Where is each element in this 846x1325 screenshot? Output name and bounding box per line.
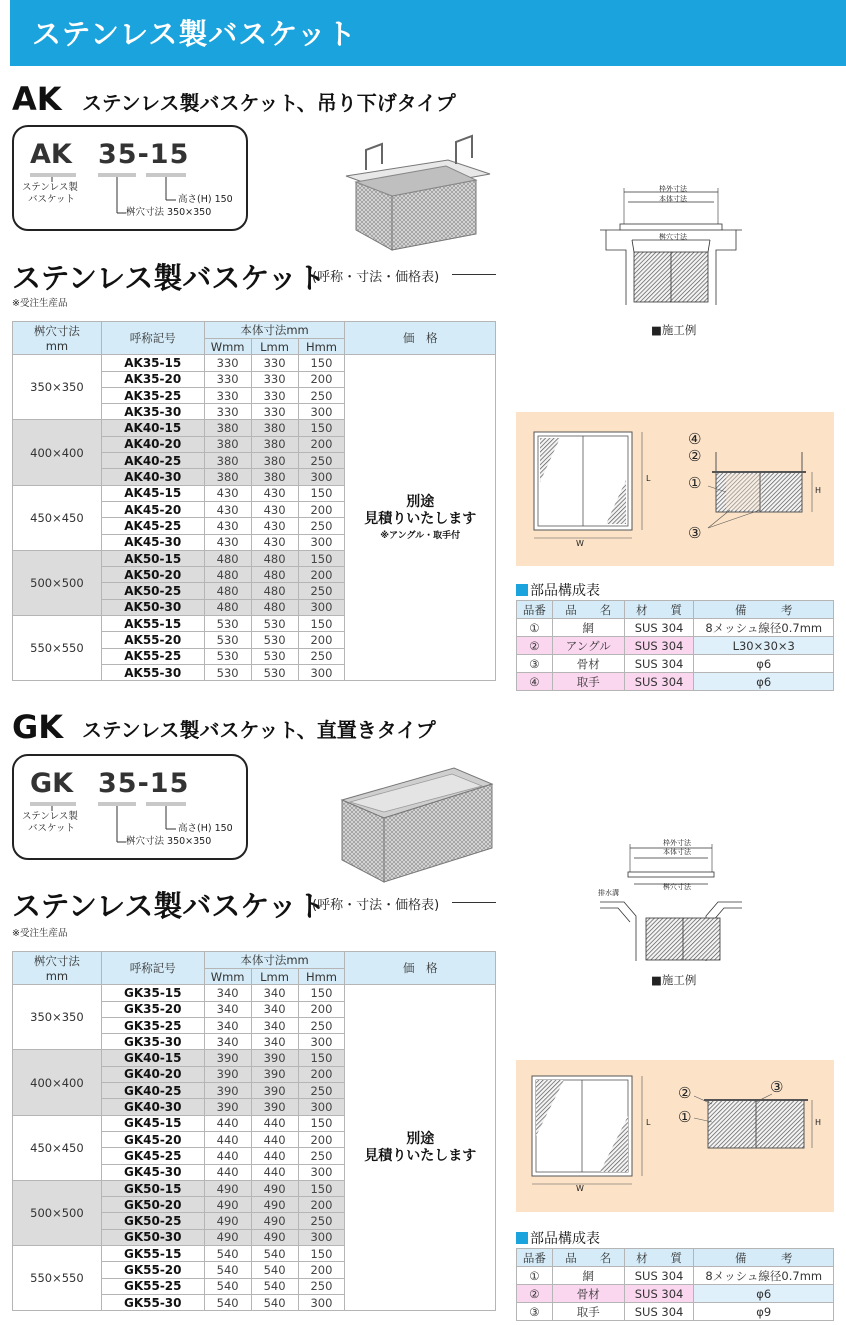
code-cell: AK40-15	[101, 420, 204, 436]
dimension-cell: 480	[204, 599, 251, 615]
ak-parts-table	[516, 600, 834, 691]
gk-spec-table	[12, 951, 496, 1311]
dimension-cell: 480	[204, 567, 251, 583]
code-cell: GK40-25	[101, 1083, 204, 1099]
gk-parts-title: 部品構成表	[516, 1228, 600, 1248]
size-cell: 550×550	[13, 1246, 102, 1311]
gk-note: ※受注生産品	[12, 928, 68, 939]
ak-parts-header-remark: 備 考	[694, 601, 834, 619]
dimension-cell: 340	[251, 985, 298, 1001]
ak-diagram-n4: ④	[688, 430, 702, 448]
code-cell: GK45-30	[101, 1164, 204, 1180]
code-cell: AK40-20	[101, 436, 204, 452]
price-cell	[345, 985, 496, 1311]
dimension-cell: 480	[204, 583, 251, 599]
code-cell: AK50-30	[101, 599, 204, 615]
dimension-cell: 490	[204, 1229, 251, 1245]
dimension-cell: 200	[298, 1066, 345, 1082]
ak-parts-row: ① 網 SUS 304 8メッシュ線径0.7mm	[517, 619, 834, 637]
gk-code-type: GK	[30, 768, 74, 799]
gk-table-subtitle: (呼称・寸法・価格表)	[312, 898, 440, 913]
dimension-cell: 250	[298, 1278, 345, 1294]
dimension-cell: 300	[298, 534, 345, 550]
size-cell: 350×350	[13, 985, 102, 1050]
dimension-cell: 540	[204, 1278, 251, 1294]
gk-code-type-desc-2: バスケット	[28, 823, 76, 834]
dimension-cell: 250	[298, 1213, 345, 1229]
price-text-1: 別途	[406, 494, 435, 511]
dimension-cell: 430	[204, 501, 251, 517]
dimension-cell: 530	[251, 664, 298, 680]
gk-parts-header-no: 品番	[517, 1249, 553, 1267]
dimension-cell: 330	[204, 404, 251, 420]
dimension-cell: 440	[251, 1131, 298, 1147]
dimension-cell: 300	[298, 664, 345, 680]
code-cell: GK40-15	[101, 1050, 204, 1066]
dimension-cell: 540	[204, 1262, 251, 1278]
size-cell: 350×350	[13, 355, 102, 420]
dimension-cell: 540	[251, 1294, 298, 1310]
header-banner	[10, 0, 846, 66]
dimension-cell: 300	[298, 1229, 345, 1245]
dimension-cell: 390	[204, 1099, 251, 1115]
dimension-cell: 440	[204, 1164, 251, 1180]
code-cell: AK45-25	[101, 518, 204, 534]
dimension-cell: 200	[298, 1001, 345, 1017]
dimension-cell: 380	[204, 436, 251, 452]
code-cell: AK35-25	[101, 387, 204, 403]
dimension-cell: 330	[251, 387, 298, 403]
code-cell: AK45-20	[101, 501, 204, 517]
size-cell: 450×450	[13, 485, 102, 550]
gk-header-pit: 桝穴寸法 mm	[13, 952, 102, 985]
dimension-cell: 390	[204, 1083, 251, 1099]
dimension-cell: 390	[251, 1083, 298, 1099]
gk-header-l: Lmm	[251, 969, 298, 985]
ak-parts-header-no: 品番	[517, 601, 553, 619]
ak-table-subtitle: (呼称・寸法・価格表)	[312, 270, 440, 285]
code-cell: GK55-20	[101, 1262, 204, 1278]
dimension-cell: 490	[204, 1197, 251, 1213]
dimension-cell: 530	[204, 632, 251, 648]
code-cell: AK45-30	[101, 534, 204, 550]
ak-diagram-l: L	[646, 474, 651, 483]
code-cell: GK45-25	[101, 1148, 204, 1164]
gk-diagram-n3: ③	[770, 1078, 784, 1096]
gk-diagram-h: H	[815, 1118, 822, 1127]
ak-header-w: Wmm	[204, 339, 251, 355]
ak-code-size: 35-15	[98, 139, 190, 170]
ak-parts-title-square	[516, 584, 528, 596]
code-cell: AK35-20	[101, 371, 204, 387]
dimension-cell: 340	[204, 1017, 251, 1033]
gk-header-code: 呼称記号	[101, 952, 204, 985]
dimension-cell: 150	[298, 485, 345, 501]
dimension-cell: 430	[251, 534, 298, 550]
dimension-cell: 250	[298, 648, 345, 664]
ak-parts-row: ② アングル SUS 304 L30×30×3	[517, 637, 834, 655]
dimension-cell: 150	[298, 985, 345, 1001]
table-row	[13, 355, 496, 371]
dimension-cell: 200	[298, 1197, 345, 1213]
ak-code-height: 高さ(H) 150	[178, 194, 233, 205]
price-text-1: 別途	[406, 1130, 435, 1147]
code-cell: AK40-25	[101, 453, 204, 469]
size-cell: 400×400	[13, 1050, 102, 1115]
dimension-cell: 430	[204, 518, 251, 534]
dimension-cell: 340	[251, 1017, 298, 1033]
dimension-cell: 200	[298, 632, 345, 648]
dimension-cell: 440	[251, 1148, 298, 1164]
ak-diagram-n1: ①	[688, 474, 702, 492]
ak-header-l: Lmm	[251, 339, 298, 355]
code-cell: AK50-20	[101, 567, 204, 583]
ak-diagram-n3: ③	[688, 524, 702, 542]
dimension-cell: 250	[298, 1017, 345, 1033]
dimension-cell: 150	[298, 1180, 345, 1196]
size-cell: 500×500	[13, 550, 102, 615]
code-cell: AK50-15	[101, 550, 204, 566]
ak-code-type-desc-2: バスケット	[28, 194, 76, 205]
dimension-cell: 250	[298, 1148, 345, 1164]
code-cell: AK55-30	[101, 664, 204, 680]
code-cell: AK45-15	[101, 485, 204, 501]
code-cell: GK55-30	[101, 1294, 204, 1310]
dimension-cell: 480	[251, 550, 298, 566]
dimension-cell: 430	[251, 501, 298, 517]
gk-title-rule	[452, 902, 496, 903]
gk-code-height: 高さ(H) 150	[178, 823, 233, 834]
dimension-cell: 440	[204, 1115, 251, 1131]
table-row	[13, 985, 496, 1001]
dimension-cell: 340	[251, 1034, 298, 1050]
gk-parts-row: ① 網 SUS 304 8メッシュ線径0.7mm	[517, 1267, 834, 1285]
dimension-cell: 250	[298, 387, 345, 403]
ak-header-code: 呼称記号	[101, 322, 204, 355]
banner-title: ステンレス製バスケット	[32, 17, 357, 51]
dimension-cell: 150	[298, 1246, 345, 1262]
dimension-cell: 340	[251, 1001, 298, 1017]
dimension-cell: 440	[251, 1115, 298, 1131]
gk-header-price: 価 格	[345, 952, 496, 985]
ak-diagram-n2: ②	[688, 447, 702, 465]
dimension-cell: 490	[251, 1229, 298, 1245]
dimension-cell: 490	[251, 1213, 298, 1229]
dimension-cell: 540	[204, 1294, 251, 1310]
ak-parts-header-name: 品 名	[552, 601, 624, 619]
code-cell: GK55-25	[101, 1278, 204, 1294]
dimension-cell: 200	[298, 1262, 345, 1278]
dimension-cell: 530	[251, 648, 298, 664]
dimension-cell: 300	[298, 1099, 345, 1115]
dimension-cell: 480	[251, 567, 298, 583]
ak-section-code: AK	[12, 80, 62, 118]
gk-code-type-desc-1: ステンレス製	[22, 811, 78, 822]
gk-parts-row: ③ 取手 SUS 304 φ9	[517, 1303, 834, 1321]
size-cell: 450×450	[13, 1115, 102, 1180]
dimension-cell: 390	[204, 1050, 251, 1066]
price-note: ※アングル・取手付	[380, 531, 461, 542]
ak-parts-row: ③ 骨材 SUS 304 φ6	[517, 655, 834, 673]
dimension-cell: 200	[298, 436, 345, 452]
dimension-cell: 480	[251, 599, 298, 615]
dimension-cell: 530	[204, 616, 251, 632]
dimension-cell: 200	[298, 1131, 345, 1147]
ak-parts-row: ④ 取手 SUS 304 φ6	[517, 673, 834, 691]
dimension-cell: 200	[298, 501, 345, 517]
gk-code-size: 35-15	[98, 768, 190, 799]
code-cell: GK50-15	[101, 1180, 204, 1196]
dimension-cell: 380	[251, 436, 298, 452]
code-cell: GK40-20	[101, 1066, 204, 1082]
ak-header-pit: 桝穴寸法 mm	[13, 322, 102, 355]
gk-table-title: ステンレス製バスケット	[12, 889, 326, 923]
dimension-cell: 250	[298, 453, 345, 469]
code-cell: AK55-20	[101, 632, 204, 648]
gk-section-title: ステンレス製バスケット、直置きタイプ	[82, 718, 436, 742]
dimension-cell: 340	[204, 985, 251, 1001]
code-cell: AK35-30	[101, 404, 204, 420]
ak-header-body: 本体寸法mm	[204, 322, 345, 339]
gk-drawing-example-label: ■施工例	[651, 973, 697, 987]
gk-diagram-l: L	[646, 1118, 651, 1127]
gk-code-pit: 桝穴寸法 350×350	[126, 836, 212, 847]
dimension-cell: 380	[204, 420, 251, 436]
dimension-cell: 250	[298, 1083, 345, 1099]
ak-code-pit: 桝穴寸法 350×350	[126, 207, 212, 218]
code-cell: GK50-20	[101, 1197, 204, 1213]
dimension-cell: 150	[298, 1115, 345, 1131]
code-cell: GK50-25	[101, 1213, 204, 1229]
ak-parts-diagram-drawing	[516, 412, 834, 566]
dimension-cell: 250	[298, 518, 345, 534]
ak-title-rule	[452, 274, 496, 275]
ak-header-h: Hmm	[298, 339, 345, 355]
ak-parts-diagram	[516, 412, 834, 566]
dimension-cell: 330	[251, 404, 298, 420]
code-cell: AK55-25	[101, 648, 204, 664]
dimension-cell: 530	[251, 632, 298, 648]
gk-section-code: GK	[12, 708, 64, 746]
ak-drawing-body-label: 本体寸法	[659, 195, 687, 203]
gk-drawing-body-label: 本体寸法	[663, 848, 691, 856]
code-cell: AK40-30	[101, 469, 204, 485]
dimension-cell: 490	[204, 1180, 251, 1196]
dimension-cell: 490	[204, 1213, 251, 1229]
dimension-cell: 330	[251, 355, 298, 371]
price-cell	[345, 355, 496, 681]
gk-product-photo	[336, 760, 498, 888]
gk-diagram-n1: ①	[678, 1108, 692, 1126]
gk-diagram-w: W	[576, 1184, 584, 1193]
size-cell: 400×400	[13, 420, 102, 485]
gk-parts-title-square	[516, 1232, 528, 1244]
gk-parts-row: ② 骨材 SUS 304 φ6	[517, 1285, 834, 1303]
dimension-cell: 440	[251, 1164, 298, 1180]
dimension-cell: 480	[251, 583, 298, 599]
dimension-cell: 150	[298, 616, 345, 632]
code-cell: GK40-30	[101, 1099, 204, 1115]
ak-code-type: AK	[30, 139, 72, 170]
gk-parts-header-remark: 備 考	[694, 1249, 834, 1267]
size-cell: 500×500	[13, 1180, 102, 1245]
dimension-cell: 540	[251, 1262, 298, 1278]
code-cell: GK55-15	[101, 1246, 204, 1262]
gk-parts-header-material: 材 質	[624, 1249, 694, 1267]
dimension-cell: 380	[204, 469, 251, 485]
gk-drawing-drain-label: 排水溝	[598, 889, 619, 897]
dimension-cell: 530	[204, 664, 251, 680]
gk-header-w: Wmm	[204, 969, 251, 985]
gk-drawing-outer-label: 枠外寸法	[663, 839, 691, 847]
ak-diagram-w: W	[576, 539, 584, 548]
dimension-cell: 490	[251, 1180, 298, 1196]
ak-section-title: ステンレス製バスケット、吊り下げタイプ	[82, 91, 456, 115]
dimension-cell: 380	[204, 453, 251, 469]
ak-code-example	[12, 125, 248, 231]
dimension-cell: 150	[298, 420, 345, 436]
dimension-cell: 150	[298, 550, 345, 566]
dimension-cell: 300	[298, 599, 345, 615]
dimension-cell: 430	[251, 518, 298, 534]
ak-product-photo	[338, 130, 498, 255]
dimension-cell: 300	[298, 1294, 345, 1310]
dimension-cell: 530	[251, 616, 298, 632]
code-cell: GK50-30	[101, 1229, 204, 1245]
gk-parts-table	[516, 1248, 834, 1321]
ak-table-title: ステンレス製バスケット	[12, 261, 326, 295]
dimension-cell: 380	[251, 453, 298, 469]
dimension-cell: 150	[298, 355, 345, 371]
gk-drawing-pit-label: 桝穴寸法	[663, 883, 691, 891]
dimension-cell: 200	[298, 371, 345, 387]
dimension-cell: 530	[204, 648, 251, 664]
dimension-cell: 390	[251, 1050, 298, 1066]
dimension-cell: 540	[251, 1278, 298, 1294]
ak-drawing-outer-label: 枠外寸法	[659, 185, 687, 193]
ak-drawing-pit-label: 桝穴寸法	[659, 233, 687, 241]
gk-header-h: Hmm	[298, 969, 345, 985]
dimension-cell: 490	[251, 1197, 298, 1213]
gk-diagram-n2: ②	[678, 1084, 692, 1102]
dimension-cell: 340	[204, 1001, 251, 1017]
dimension-cell: 330	[204, 355, 251, 371]
code-cell: GK35-15	[101, 985, 204, 1001]
ak-code-type-desc-1: ステンレス製	[22, 182, 78, 193]
gk-header-body: 本体寸法mm	[204, 952, 345, 969]
dimension-cell: 380	[251, 420, 298, 436]
dimension-cell: 150	[298, 1050, 345, 1066]
dimension-cell: 330	[251, 371, 298, 387]
code-cell: AK50-25	[101, 583, 204, 599]
dimension-cell: 300	[298, 1164, 345, 1180]
dimension-cell: 430	[204, 485, 251, 501]
dimension-cell: 390	[251, 1099, 298, 1115]
code-cell: GK45-15	[101, 1115, 204, 1131]
ak-drawing-example-label: ■施工例	[651, 323, 697, 337]
ak-header-price: 価 格	[345, 322, 496, 355]
size-cell: 550×550	[13, 616, 102, 681]
ak-note: ※受注生産品	[12, 298, 68, 309]
dimension-cell: 540	[251, 1246, 298, 1262]
price-text-2: 見積りいたします	[364, 1147, 477, 1164]
dimension-cell: 440	[204, 1148, 251, 1164]
dimension-cell: 300	[298, 1034, 345, 1050]
gk-parts-diagram-drawing	[516, 1060, 834, 1212]
dimension-cell: 440	[204, 1131, 251, 1147]
ak-diagram-h: H	[815, 486, 822, 495]
ak-parts-title: 部品構成表	[516, 580, 600, 600]
code-cell: AK55-15	[101, 616, 204, 632]
code-cell: AK35-15	[101, 355, 204, 371]
gk-parts-header-name: 品 名	[552, 1249, 624, 1267]
dimension-cell: 380	[251, 469, 298, 485]
dimension-cell: 430	[251, 485, 298, 501]
dimension-cell: 480	[204, 550, 251, 566]
ak-spec-table	[12, 321, 496, 681]
code-cell: GK35-20	[101, 1001, 204, 1017]
dimension-cell: 250	[298, 583, 345, 599]
gk-parts-diagram	[516, 1060, 834, 1212]
dimension-cell: 330	[204, 371, 251, 387]
code-cell: GK45-20	[101, 1131, 204, 1147]
dimension-cell: 300	[298, 469, 345, 485]
dimension-cell: 330	[204, 387, 251, 403]
dimension-cell: 390	[251, 1066, 298, 1082]
price-text-2: 見積りいたします	[364, 511, 477, 528]
dimension-cell: 200	[298, 567, 345, 583]
dimension-cell: 390	[204, 1066, 251, 1082]
dimension-cell: 300	[298, 404, 345, 420]
dimension-cell: 340	[204, 1034, 251, 1050]
dimension-cell: 430	[204, 534, 251, 550]
code-cell: GK35-30	[101, 1034, 204, 1050]
gk-code-example	[12, 754, 248, 860]
code-cell: GK35-25	[101, 1017, 204, 1033]
dimension-cell: 540	[204, 1246, 251, 1262]
ak-parts-header-material: 材 質	[624, 601, 694, 619]
